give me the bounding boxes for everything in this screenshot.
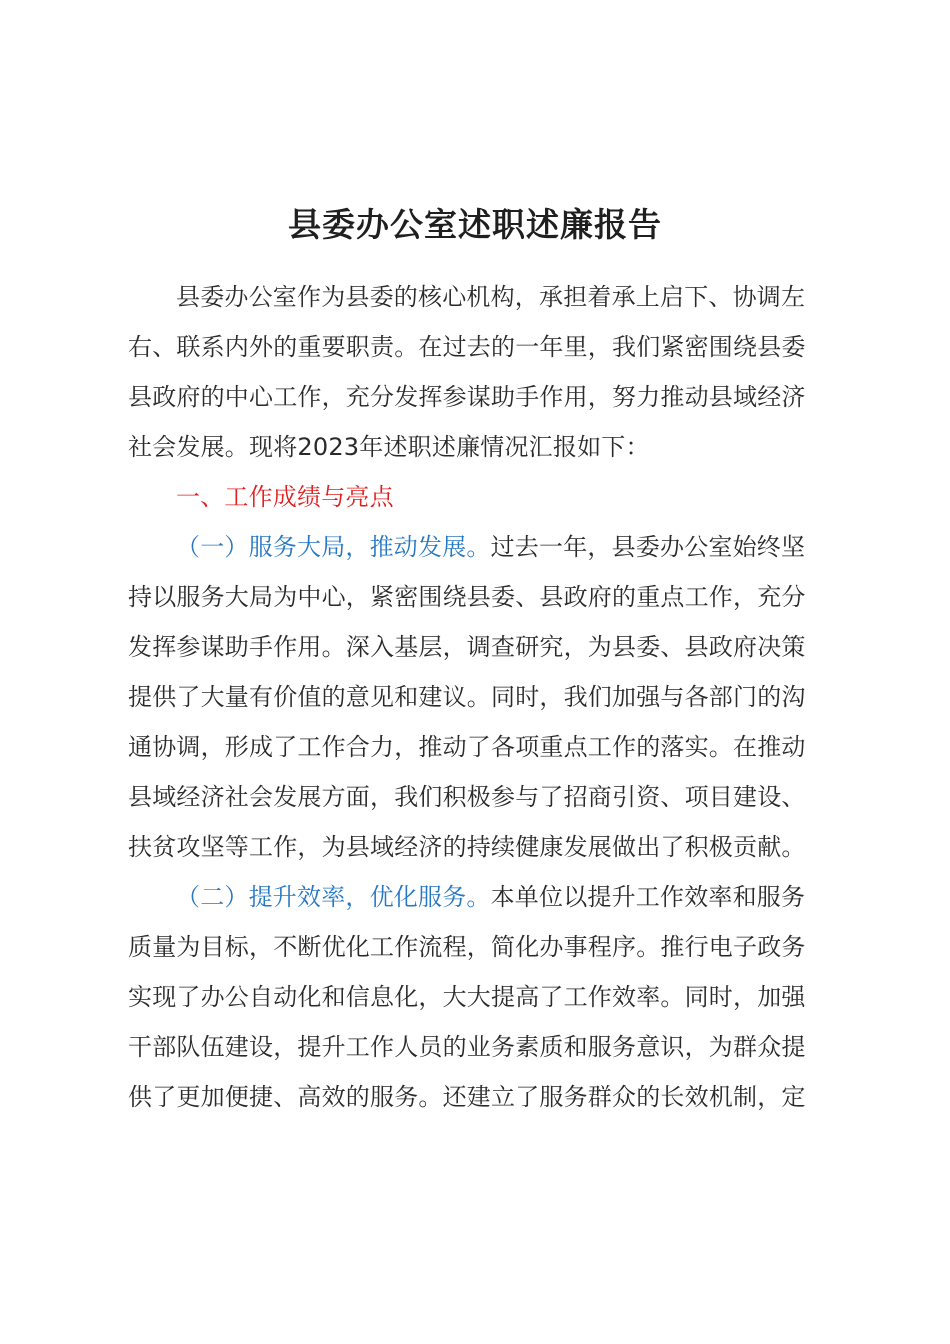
- paragraph-line: 干部队伍建设，提升工作人员的业务素质和服务意识，为群众提: [128, 1033, 806, 1061]
- document-title: 县委办公室述职述廉报告: [288, 205, 662, 244]
- subsection-1-heading: （一）服务大局，推动发展。: [176, 533, 491, 561]
- intro-line: 社会发展。现将2023年述职述廉情况汇报如下：: [128, 433, 650, 461]
- paragraph-line: 扶贫攻坚等工作，为县域经济的持续健康发展做出了积极贡献。: [128, 833, 806, 861]
- paragraph-line: 发挥参谋助手作用。深入基层，调查研究，为县委、县政府决策: [128, 633, 806, 661]
- paragraph-line: 实现了办公自动化和信息化，大大提高了工作效率。同时，加强: [128, 983, 806, 1011]
- paragraph-line: 通协调，形成了工作合力，推动了各项重点工作的落实。在推动: [128, 733, 806, 761]
- subsection-2-heading: （二）提升效率，优化服务。: [176, 883, 491, 911]
- document-body: [128, 272, 848, 1122]
- paragraph-text: 本单位以提升工作效率和服务: [490, 883, 806, 911]
- intro-line: 右、联系内外的重要职责。在过去的一年里，我们紧密围绕县委: [128, 333, 806, 361]
- section-heading: 一、工作成绩与亮点: [176, 483, 394, 511]
- intro-line: 县委办公室作为县委的核心机构，承担着承上启下、协调左: [176, 283, 806, 311]
- paragraph-line: 县域经济社会发展方面，我们积极参与了招商引资、项目建设、: [128, 783, 806, 811]
- subsection-2-first-line: [128, 872, 848, 922]
- paragraph-text: 过去一年，县委办公室始终坚: [490, 533, 806, 561]
- subsection-1-first-line: [128, 522, 848, 572]
- intro-line: 县政府的中心工作，充分发挥参谋助手作用，努力推动县域经济: [128, 383, 806, 411]
- paragraph-line: 提供了大量有价值的意见和建议。同时，我们加强与各部门的沟: [128, 683, 806, 711]
- paragraph-line: 持以服务大局为中心，紧密围绕县委、县政府的重点工作，充分: [128, 583, 806, 611]
- paragraph-line: 供了更加便捷、高效的服务。还建立了服务群众的长效机制，定: [128, 1083, 806, 1111]
- paragraph-line: 质量为目标，不断优化工作流程，简化办事程序。推行电子政务: [128, 933, 806, 961]
